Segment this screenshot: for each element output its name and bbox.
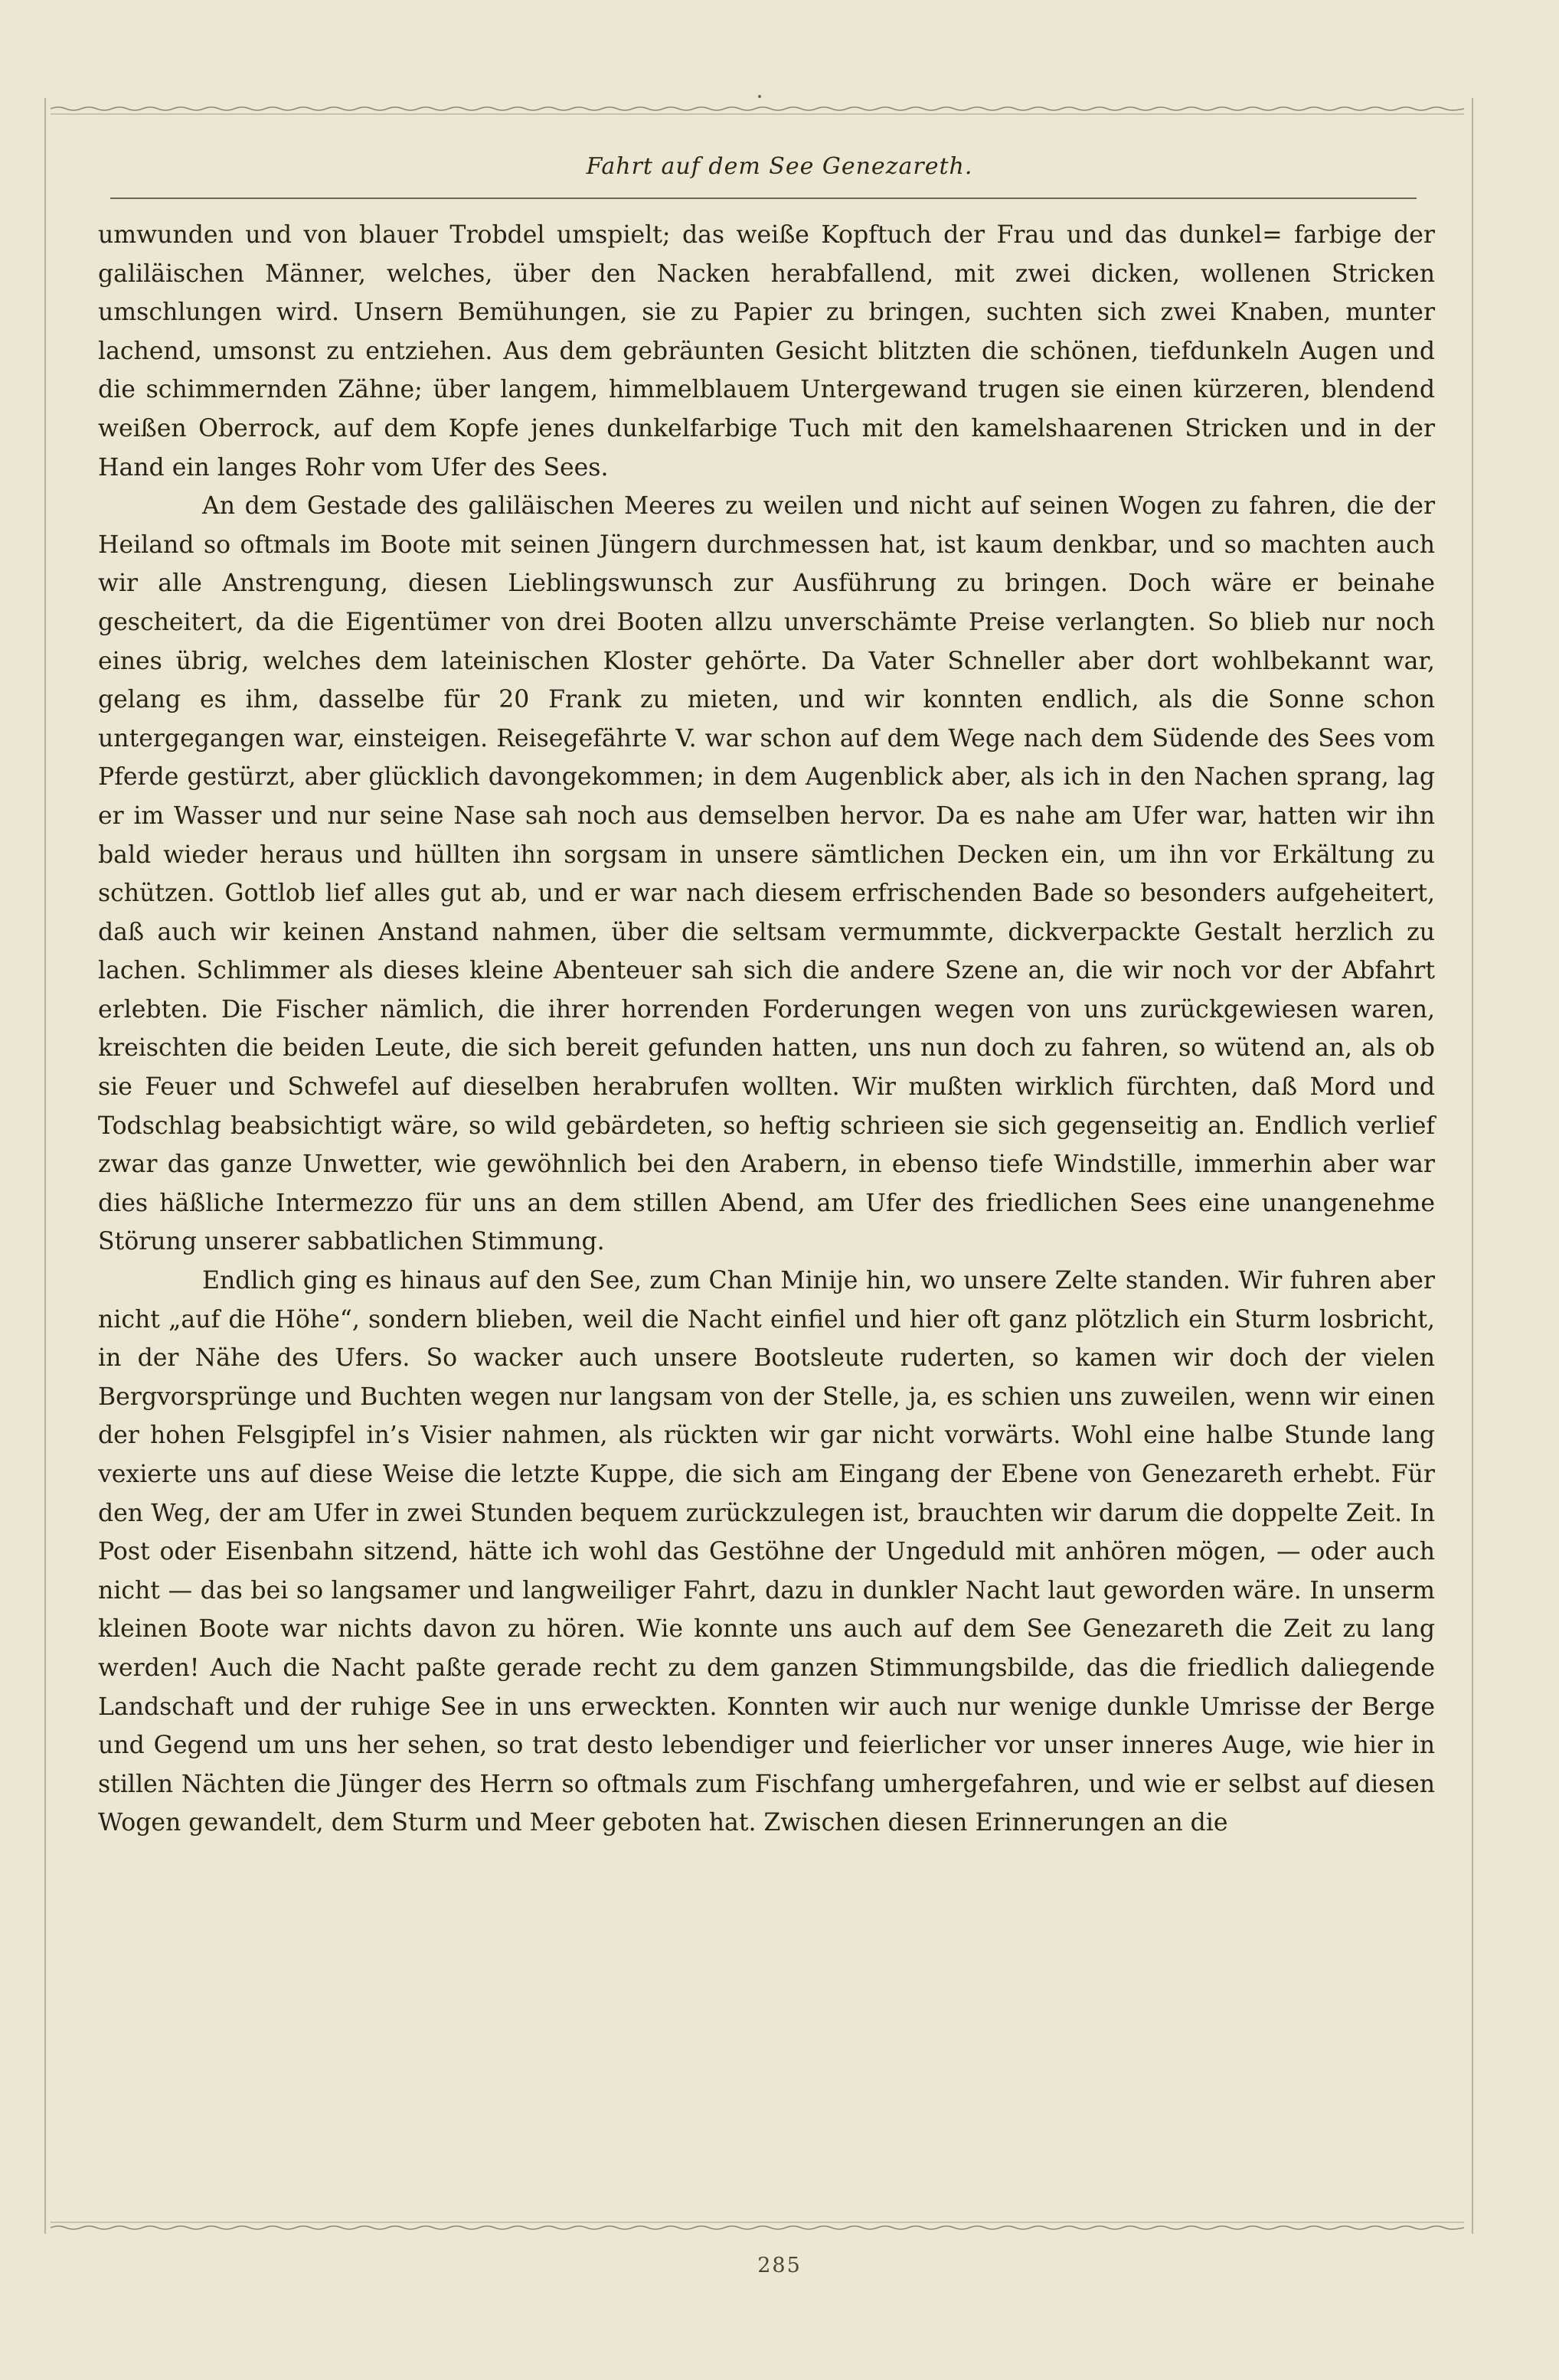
page-number: 285	[757, 2254, 802, 2277]
paragraph: An dem Gestade des galiläischen Meeres zu weilen und nicht auf seinen Wogen zu fahren, die der Heiland so oftmals im Boote mit seinen Jüngern durchmessen hat, ist kaum denkbar, und so machten auch wir alle Anstrengung, diesen Lieblingswunsch zur Ausführung zu bringen. Doch wäre er beinahe gescheitert, da die Eigentümer von drei Booten allzu unverschämte Preise verlangten. So blieb nur noch eines übrig, welches dem lateinischen Kloster gehörte. Da Vater Schneller aber dort wohlbekannt war, gelang es ihm, dasselbe für 20 Frank zu mieten, und wir konnten endlich, als die Sonne schon untergegangen war, einsteigen. Reisegefährte V. war schon auf dem Wege nach dem Südende des Sees vom Pferde gestürzt, aber glücklich davongekommen; in dem Augenblick aber, als ich in den Nachen sprang, lag er im Wasser und nur seine Nase sah noch aus demselben hervor. Da es nahe am Ufer war, hatten wir ihn bald wieder heraus und hüllten ihn sorgsam in unsere sämtlichen Decken ein, um ihn vor Erkältung zu schützen. Gottlob lief alles gut ab, und er war nach diesem erfrischenden Bade so besonders aufgeheitert, daß auch wir keinen Anstand nahmen, über die seltsam vermummte, dickverpackte Gestalt herzlich zu lachen. Schlimmer als dieses kleine Abenteuer sah sich die andere Szene an, die wir noch vor der Abfahrt erlebten. Die Fischer nämlich, die ihrer horrenden Forderungen wegen von uns zurückgewiesen waren, kreischten die beiden Leute, die sich bereit gefunden hatten, uns nun doch zu fahren, so wütend an, als ob sie Feuer und Schwefel auf dieselben herabrufen wollten. Wir mußten wirklich fürchten, daß Mord und Todschlag beabsichtigt wäre, so wild gebärdeten, so heftig schrieen sie sich gegenseitig an. Endlich verlief zwar das ganze Unwetter, wie gewöhnlich bei den Arabern, in ebenso tiefe Windstille, immerhin aber war dies häßliche Intermezzo für uns an dem stillen Abend, am Ufer des friedlichen Sees eine unangenehme Störung unserer sabbatlichen Stimmung.	[98, 492, 1435, 1256]
printer-dot	[758, 95, 761, 98]
header-rule	[110, 198, 1417, 199]
body-text	[98, 216, 1435, 1843]
paragraph: umwunden und von blauer Trobdel umspielt; das weiße Kopftuch der Frau und das dunkel= farbige der galiläischen Männer, welches, über den Nacken herabfallend, mit zwei dicken, wollenen Stricken umschlungen wird. Unsern Bemühungen, sie zu Papier zu bringen, suchten sich zwei Knaben, munter lachend, umsonst zu entziehen. Aus dem gebräunten Gesicht blitzten die schönen, tiefdunkeln Augen und die schimmernden Zähne; über langem, himmelblauem Untergewand trugen sie einen kürzeren, blendend weißen Oberrock, auf dem Kopfe jenes dunkelfarbige Tuch mit den kamelshaarenen Stricken und in der Hand ein langes Rohr vom Ufer des Sees.	[98, 221, 1435, 482]
top-ornamental-border	[51, 106, 1464, 116]
running-head: Fahrt auf dem See Genezareth.	[586, 153, 973, 180]
paragraph: Endlich ging es hinaus auf den See, zum Chan Minije hin, wo unsere Zelte standen. Wir fuhren aber nicht „auf die Höhe“, sondern blieben, weil die Nacht einfiel und hier oft ganz plötzlich ein Sturm losbricht, in der Nähe des Ufers. So wacker auch unsere Bootsleute ruderten, so kamen wir doch der vielen Bergvorsprünge und Buchten wegen nur langsam von der Stelle, ja, es schien uns zuweilen, wenn wir einen der hohen Felsgipfel in’s Visier nahmen, als rückten wir gar nicht vorwärts. Wohl eine halbe Stunde lang vexierte uns auf diese Weise die letzte Kuppe, die sich am Eingang der Ebene von Genezareth erhebt. Für den Weg, der am Ufer in zwei Stunden bequem zurückzulegen ist, brauchten wir darum die doppelte Zeit. In Post oder Eisenbahn sitzend, hätte ich wohl das Gestöhne der Ungeduld mit anhören mögen, — oder auch nicht — das bei so langsamer und langweiliger Fahrt, dazu in dunkler Nacht laut geworden wäre. In unserm kleinen Boote war nichts davon zu hören. Wie konnte uns auch auf dem See Genezareth die Zeit zu lang werden! Auch die Nacht paßte gerade recht zu dem ganzen Stimmungsbilde, das die friedlich daliegende Landschaft und der ruhige See in uns erweckten. Konnten wir auch nur wenige dunkle Umrisse der Berge und Gegend um uns her sehen, so trat desto lebendiger und feierlicher vor unser inneres Auge, wie hier in stillen Nächten die Jünger des Herrn so oftmals zum Fischfang umhergefahren, und wie er selbst auf diesen Wogen gewandelt, dem Sturm und Meer geboten hat. Zwischen diesen Erinnerungen an die	[98, 1267, 1435, 1837]
bottom-ornamental-border	[51, 2220, 1464, 2231]
